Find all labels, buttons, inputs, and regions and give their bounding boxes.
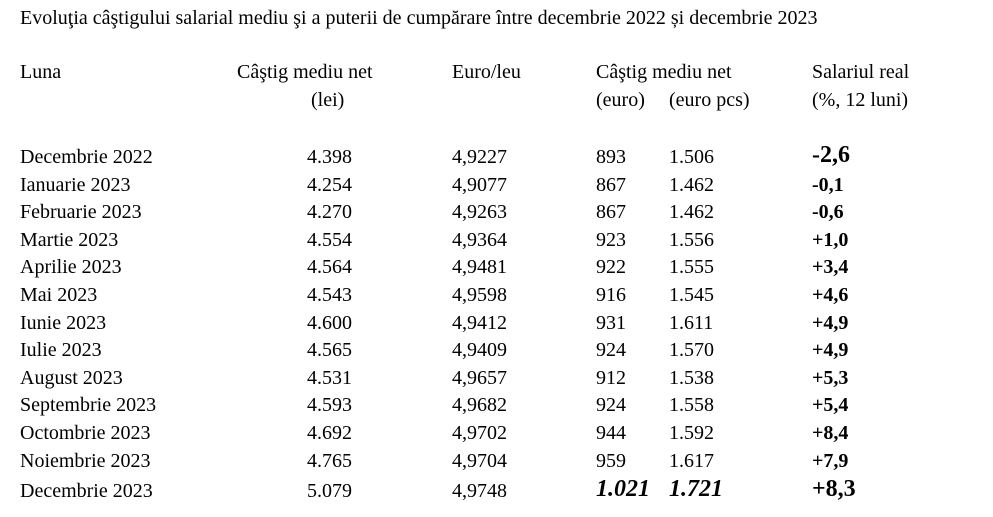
real-wage-cell: +4,9: [812, 339, 849, 362]
month-cell: August 2023: [20, 366, 123, 389]
table-row: [0, 336, 993, 364]
month-cell: Noiembrie 2023: [20, 449, 151, 472]
euro-pcs-cell: 1.462: [669, 173, 714, 196]
euro-pcs-cell: 1.556: [669, 228, 714, 251]
table-row: [0, 391, 993, 419]
real-wage-cell: +8,3: [812, 476, 856, 503]
real-wage-cell: +3,4: [812, 256, 849, 279]
rate-cell: 4,9263: [452, 201, 507, 224]
header-euro-line1: Câştig mediu net: [596, 61, 732, 83]
lei-cell: 4.565: [307, 339, 352, 362]
rate-cell: 4,9481: [452, 256, 507, 279]
month-cell: Octombrie 2023: [20, 421, 151, 444]
euro-cell: 867: [596, 173, 626, 196]
euro-cell: 893: [596, 146, 626, 168]
real-wage-cell: -0,1: [812, 173, 844, 196]
month-cell: Martie 2023: [20, 228, 119, 251]
euro-pcs-cell: 1.555: [669, 256, 714, 279]
euro-cell: 931: [596, 311, 626, 334]
month-cell: Septembrie 2023: [20, 394, 157, 417]
table-row: [0, 364, 993, 392]
real-wage-cell: +8,4: [812, 421, 849, 444]
real-wage-cell: +4,9: [812, 311, 849, 334]
lei-cell: 4.600: [307, 311, 352, 334]
euro-pcs-cell: 1.506: [669, 146, 714, 168]
lei-cell: 4.531: [307, 366, 352, 389]
header-lei-line1: Câştig mediu net: [237, 61, 373, 83]
euro-cell: 1.021: [596, 476, 650, 503]
rate-cell: 4,9682: [452, 394, 507, 417]
header-month: Luna: [20, 61, 62, 83]
header-rate: Euro/leu: [452, 61, 521, 83]
month-cell: Decembrie 2023: [20, 480, 153, 503]
lei-cell: 4.398: [307, 146, 352, 168]
month-cell: Decembrie 2022: [20, 146, 153, 168]
euro-pcs-cell: 1.617: [669, 449, 714, 472]
real-wage-cell: +7,9: [812, 449, 849, 472]
lei-cell: 4.593: [307, 394, 352, 417]
month-cell: Iunie 2023: [20, 311, 107, 334]
header-euro-line2b: (euro pcs): [669, 89, 750, 111]
euro-pcs-cell: 1.570: [669, 339, 714, 362]
rate-cell: 4,9364: [452, 228, 507, 251]
euro-cell: 916: [596, 283, 626, 306]
header-real-line2: (%, 12 luni): [812, 89, 909, 111]
real-wage-cell: +5,4: [812, 394, 849, 417]
table-row: [0, 281, 993, 309]
rate-cell: 4,9077: [452, 173, 507, 196]
rate-cell: 4,9598: [452, 283, 507, 306]
lei-cell: 4.554: [307, 228, 352, 251]
euro-cell: 924: [596, 339, 626, 362]
rate-cell: 4,9409: [452, 339, 507, 362]
header-lei-line2: (lei): [311, 89, 345, 111]
rate-cell: 4,9748: [452, 480, 507, 503]
header-real-line1: Salariul real: [812, 61, 910, 83]
rate-cell: 4,9702: [452, 421, 507, 444]
lei-cell: 4.254: [307, 173, 352, 196]
document-title: Evoluţia câştigului salarial mediu şi a puterii de cumpărare între decembrie 2022 și decembrie 2023: [20, 7, 818, 29]
table-row: [0, 198, 993, 226]
real-wage-cell: +4,6: [812, 283, 849, 306]
table-row: [0, 143, 993, 171]
table-row: [0, 477, 993, 505]
rate-cell: 4,9227: [452, 146, 507, 168]
real-wage-cell: -0,6: [812, 201, 844, 224]
real-wage-cell: -2,6: [812, 142, 850, 168]
euro-cell: 959: [596, 449, 626, 472]
euro-pcs-cell: 1.611: [669, 311, 714, 334]
euro-pcs-cell: 1.558: [669, 394, 714, 417]
euro-pcs-cell: 1.592: [669, 421, 714, 444]
euro-pcs-cell: 1.721: [669, 476, 723, 503]
lei-cell: 4.765: [307, 449, 352, 472]
header-euro-line2a: (euro): [596, 89, 645, 111]
lei-cell: 4.564: [307, 256, 352, 279]
month-cell: Mai 2023: [20, 283, 98, 306]
real-wage-cell: +1,0: [812, 228, 849, 251]
table-row: [0, 253, 993, 281]
lei-cell: 5.079: [307, 480, 352, 503]
euro-cell: 944: [596, 421, 626, 444]
lei-cell: 4.543: [307, 283, 352, 306]
lei-cell: 4.692: [307, 421, 352, 444]
euro-cell: 922: [596, 256, 626, 279]
euro-pcs-cell: 1.538: [669, 366, 714, 389]
euro-pcs-cell: 1.462: [669, 201, 714, 224]
table-row: [0, 309, 993, 337]
table-row: [0, 171, 993, 199]
month-cell: Ianuarie 2023: [20, 173, 131, 196]
rate-cell: 4,9704: [452, 449, 507, 472]
euro-cell: 923: [596, 228, 626, 251]
real-wage-cell: +5,3: [812, 366, 849, 389]
table-row: [0, 447, 993, 475]
month-cell: Februarie 2023: [20, 201, 142, 224]
rate-cell: 4,9412: [452, 311, 507, 334]
euro-pcs-cell: 1.545: [669, 283, 714, 306]
table-row: [0, 419, 993, 447]
month-cell: Aprilie 2023: [20, 256, 122, 279]
euro-cell: 867: [596, 201, 626, 224]
rate-cell: 4,9657: [452, 366, 507, 389]
lei-cell: 4.270: [307, 201, 352, 224]
month-cell: Iulie 2023: [20, 339, 102, 362]
euro-cell: 924: [596, 394, 626, 417]
euro-cell: 912: [596, 366, 626, 389]
table-row: [0, 226, 993, 254]
salary-table: [0, 143, 993, 505]
